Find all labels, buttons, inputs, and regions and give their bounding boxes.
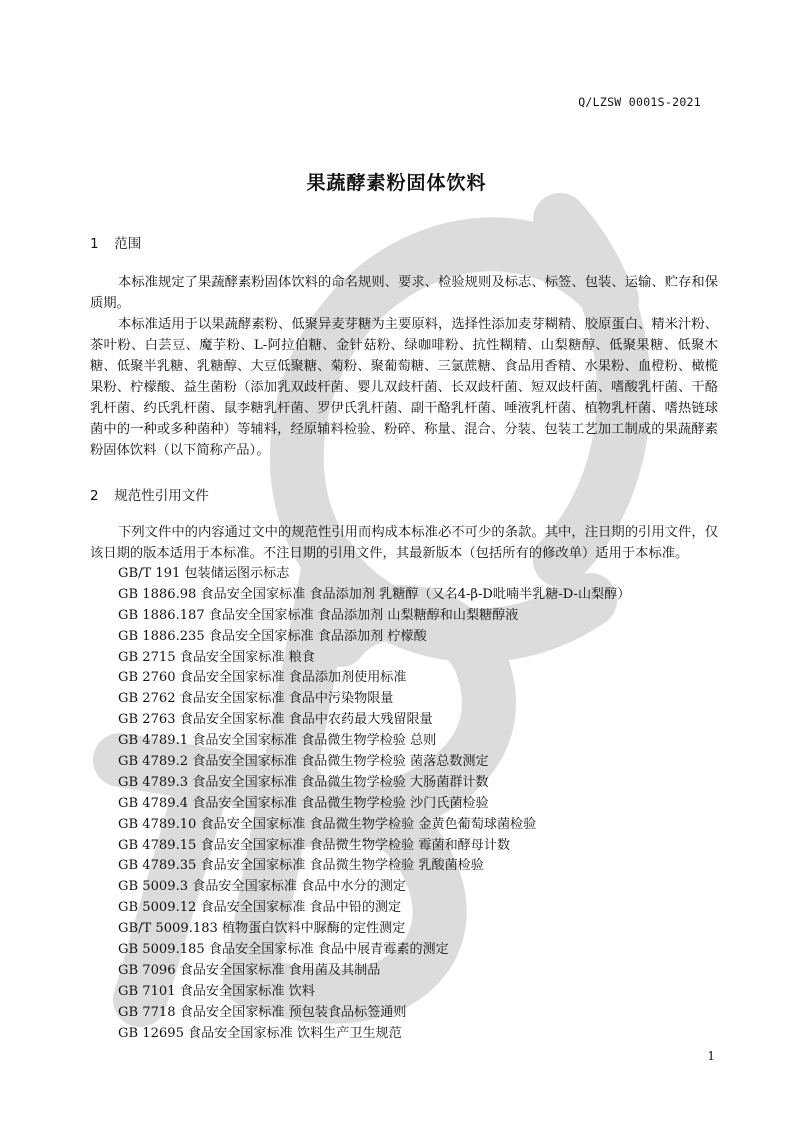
reference-item: GB 1886.98 食品安全国家标准 食品添加剂 乳糖醇（又名4-β-D吡喃半乳糖-D-山梨醇）: [118, 586, 631, 602]
reference-item: GB 7096 食品安全国家标准 食用菌及其制品: [118, 962, 381, 978]
reference-item: GB 5009.12 食品安全国家标准 食品中铅的测定: [118, 900, 402, 916]
section-title: 范围: [114, 236, 142, 252]
references-intro-paragraph: 下列文件中的内容通过文中的规范性引用而构成本标准必不可少的条款。其中，注日期的引用文件，仅该日期的版本适用于本标准。不注日期的引用文件，其最新版本（包括所有的修改单）适用于本标准。: [90, 525, 718, 561]
reference-item: GB 2760 食品安全国家标准 食品添加剂使用标准: [118, 670, 407, 686]
section-number: 2: [90, 488, 99, 504]
reference-item: GB 4789.35 食品安全国家标准 食品微生物学检验 乳酸菌检验: [118, 858, 484, 874]
reference-item: GB 7101 食品安全国家标准 饮料: [118, 983, 315, 999]
reference-item: GB 2762 食品安全国家标准 食品中污染物限量: [118, 691, 394, 707]
section-number: 1: [90, 236, 99, 252]
reference-item: GB 2715 食品安全国家标准 粮食: [118, 649, 315, 665]
section-1-heading: [90, 232, 141, 252]
standard-code: Q/LZSW 0001S-2021: [578, 95, 701, 109]
reference-item: GB/T 191 包装储运图示标志: [118, 566, 290, 581]
document-title: 果蔬酵素粉固体饮料: [306, 172, 487, 194]
reference-item: GB 5009.3 食品安全国家标准 食品中水分的测定: [118, 879, 406, 895]
reference-item: GB 4789.2 食品安全国家标准 食品微生物学检验 菌落总数测定: [118, 754, 489, 770]
reference-item: GB 4789.4 食品安全国家标准 食品微生物学检验 沙门氏菌检验: [118, 795, 489, 811]
reference-item: GB 2763 食品安全国家标准 食品中农药最大残留限量: [118, 712, 433, 728]
reference-list: [118, 564, 630, 1044]
reference-item: GB 7718 食品安全国家标准 预包装食品标签通则: [118, 1004, 407, 1020]
reference-item: GB 4789.3 食品安全国家标准 食品微生物学检验 大肠菌群计数: [118, 774, 489, 790]
reference-item: GB 4789.1 食品安全国家标准 食品微生物学检验 总则: [118, 733, 437, 749]
section-title: 规范性引用文件: [114, 488, 209, 504]
reference-item: GB 12695 食品安全国家标准 饮料生产卫生规范: [118, 1025, 402, 1041]
scope-paragraph-2: 本标准适用于以果蔬酵素粉、低聚异麦芽糖为主要原料，选择性添加麦芽糊精、胶原蛋白、精米汁粉、茶叶粉、白芸豆、魔芋粉、L-阿拉伯糖、金针菇粉、绿咖啡粉、抗性糊精、山梨糖醇、低聚果糖、低聚木糖、低聚半乳糖、乳糖醇、大豆低聚糖、菊粉、聚葡萄糖、三氯蔗糖、食品用香精、水果粉、血橙粉、橄榄果粉、柠檬酸、益生菌粉（添加乳双歧杆菌、婴儿双歧杆菌、长双歧杆菌、短双歧杆菌、嗜酸乳杆菌、干酪乳杆菌、约氏乳杆菌、鼠李糖乳杆菌、罗伊氏乳杆菌、副干酪乳杆菌、唾液乳杆菌、植物乳杆菌、嗜热链球菌中的一种或多种菌种）等辅料，经原辅料检验、粉碎、称量、混合、分装、包装工艺加工制成的果蔬酵素粉固体饮料（以下简称产品）。: [90, 317, 718, 458]
section-2-heading: [90, 484, 209, 504]
page-number: 1: [707, 1049, 715, 1063]
reference-item: GB 4789.15 食品安全国家标准 食品微生物学检验 霉菌和酵母计数: [118, 837, 511, 853]
reference-item: GB/T 5009.183 植物蛋白饮料中脲酶的定性测定: [118, 921, 406, 937]
scope-paragraph-1: 本标准规定了果蔬酵素粉固体饮料的命名规则、要求、检验规则及标志、标签、包装、运输、贮存和保质期。: [90, 275, 718, 311]
reference-item: GB 5009.185 食品安全国家标准 食品中展青霉素的测定: [118, 942, 449, 958]
reference-item: GB 4789.10 食品安全国家标准 食品微生物学检验 金黄色葡萄球菌检验: [118, 816, 537, 832]
reference-item: GB 1886.187 食品安全国家标准 食品添加剂 山梨糖醇和山梨糖醇液: [118, 607, 519, 623]
reference-item: GB 1886.235 食品安全国家标准 食品添加剂 柠檬酸: [118, 628, 427, 644]
